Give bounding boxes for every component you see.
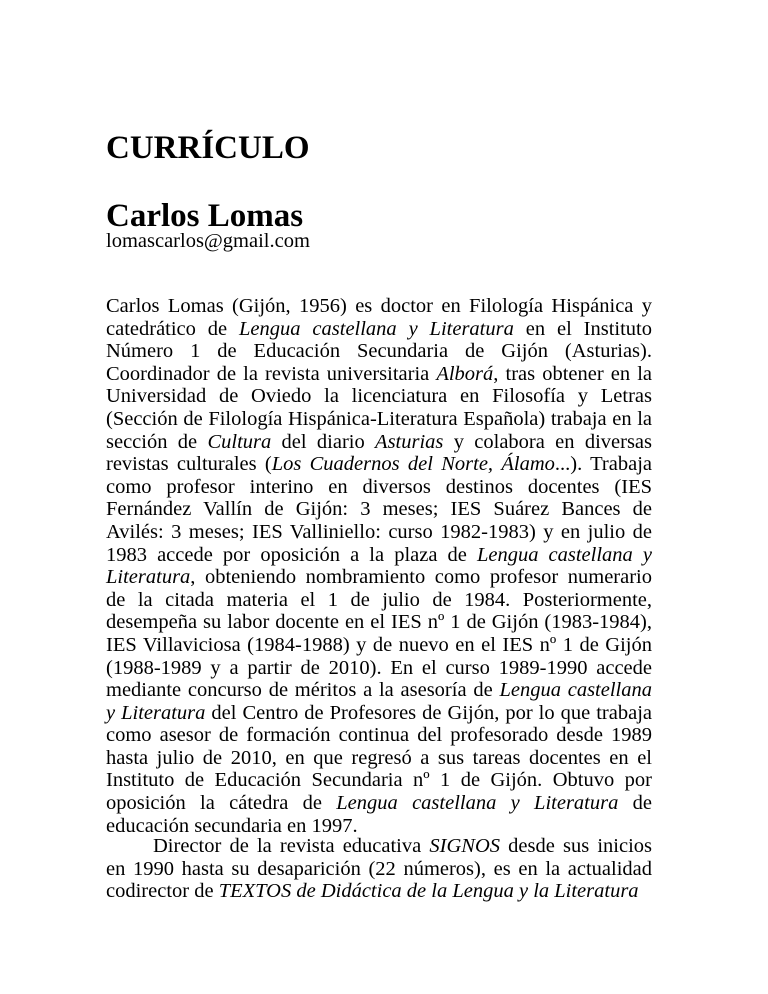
- text-line: [106, 679, 652, 702]
- text-run: mediante concurso de méritos a la asesoría de: [106, 679, 500, 702]
- text-run: de la citada materia el 1 de julio de 1984. Posteriormente,: [106, 588, 652, 611]
- text-line: [106, 566, 652, 589]
- text-run: sección de: [106, 430, 208, 453]
- text-line: [106, 858, 652, 881]
- text-line: [106, 815, 652, 838]
- text-run: Coordinador de la revista universitaria: [106, 362, 437, 385]
- text-run: ...). Trabaja: [554, 453, 652, 476]
- text-line: [106, 295, 652, 318]
- italic-title: Cultura: [207, 430, 272, 453]
- text-run: catedrático de: [106, 317, 240, 340]
- italic-title: SIGNOS: [429, 835, 500, 857]
- text-line: [106, 408, 652, 431]
- text-line: [106, 880, 652, 903]
- text-line: [106, 634, 652, 657]
- text-line: [106, 340, 652, 363]
- text-line: [106, 835, 652, 858]
- text-line: [106, 702, 652, 725]
- text-run: del Centro de Profesores de Gijón, por lo que trabaja: [205, 701, 652, 724]
- text-line: [106, 498, 652, 521]
- text-line: [106, 611, 652, 634]
- text-line: [106, 657, 652, 680]
- text-run: Avilés: 3 meses; IES Valliniello: curso 1982-1983) y en julio de: [106, 520, 652, 543]
- text-line: [106, 792, 652, 815]
- text-run: Instituto de Educación Secundaria nº 1 de Gijón. Obtuvo por: [106, 769, 652, 792]
- text-line: [106, 431, 652, 454]
- text-run: educación secundaria en 1997.: [106, 814, 358, 837]
- text-run: Director de la revista educativa: [153, 835, 430, 857]
- italic-title: TEXTOS de Didáctica de la Lengua y la Literatura: [218, 880, 639, 903]
- text-run: como profesor interino en diversos destinos docentes (IES: [106, 475, 652, 498]
- text-line: [106, 544, 652, 567]
- text-run: del diario: [271, 430, 376, 453]
- italic-title: Lengua castellana: [499, 679, 652, 702]
- text-run: en el Instituto: [513, 317, 652, 340]
- text-run: Universidad de Oviedo la licenciatura en Filosofía y Letras: [106, 385, 652, 408]
- text-run: como asesor de formación continua del profesorado desde 1989: [106, 724, 652, 747]
- text-run: Carlos Lomas (Gijón, 1956) es doctor en Filología Hispánica y: [106, 295, 652, 317]
- document-title: CURRÍCULO: [106, 130, 310, 166]
- text-line: [106, 521, 652, 544]
- biography-paragraph-1: [106, 295, 652, 837]
- italic-title: Lengua castellana y Literatura: [336, 792, 619, 815]
- italic-title: Alborá: [436, 362, 494, 385]
- text-run: , tras obtener en la: [493, 362, 652, 385]
- text-run: Número 1 de Educación Secundaria de Gijón (Asturias).: [106, 340, 652, 363]
- text-run: codirector de: [106, 880, 219, 903]
- text-run: (1988-1989 y a partir de 2010). En el curso 1989-1990 accede: [106, 656, 652, 679]
- italic-title: Los Cuadernos del Norte, Álamo: [271, 453, 555, 476]
- text-line: [106, 476, 652, 499]
- italic-title: Lengua castellana y: [476, 543, 652, 566]
- author-name: Carlos Lomas: [106, 198, 304, 234]
- text-run: desempeña su labor docente en el IES nº 1 de Gijón (1983-1984),: [106, 611, 652, 634]
- italic-title: Asturias: [375, 430, 444, 453]
- text-run: desde sus inicios: [500, 835, 653, 857]
- text-run: en 1990 hasta su desaparición (22 números), es en la actualidad: [106, 857, 652, 880]
- text-line: [106, 724, 652, 747]
- text-run: revistas culturales (: [106, 453, 272, 476]
- italic-title: Lengua castellana y Literatura: [239, 317, 514, 340]
- text-run: y colabora en diversas: [443, 430, 652, 453]
- text-line: [106, 589, 652, 612]
- text-run: IES Villaviciosa (1984-1988) y de nuevo en el IES nº 1 de Gijón: [106, 633, 652, 656]
- text-run: Fernández Vallín de Gijón: 3 meses; IES Suárez Bances de: [106, 498, 652, 521]
- text-line: [106, 385, 652, 408]
- text-line: [106, 318, 652, 341]
- biography-paragraph-2: [106, 835, 652, 903]
- text-line: [106, 747, 652, 770]
- text-run: 1983 accede por oposición a la plaza de: [106, 543, 477, 566]
- text-run: hasta julio de 2010, en que regresó a sus tareas docentes en el: [106, 746, 652, 769]
- text-line: [106, 769, 652, 792]
- text-run: , obteniendo nombramiento como profesor numerario: [190, 566, 652, 589]
- italic-title: Literatura: [106, 566, 191, 589]
- text-line: [106, 363, 652, 386]
- text-run: oposición la cátedra de: [106, 792, 337, 815]
- text-line: [106, 453, 652, 476]
- text-run: (Sección de Filología Hispánica-Literatura Española) trabaja en la: [106, 407, 652, 430]
- italic-title: y Literatura: [106, 701, 206, 724]
- text-run: de: [618, 792, 652, 815]
- author-email[interactable]: lomascarlos@gmail.com: [106, 230, 310, 252]
